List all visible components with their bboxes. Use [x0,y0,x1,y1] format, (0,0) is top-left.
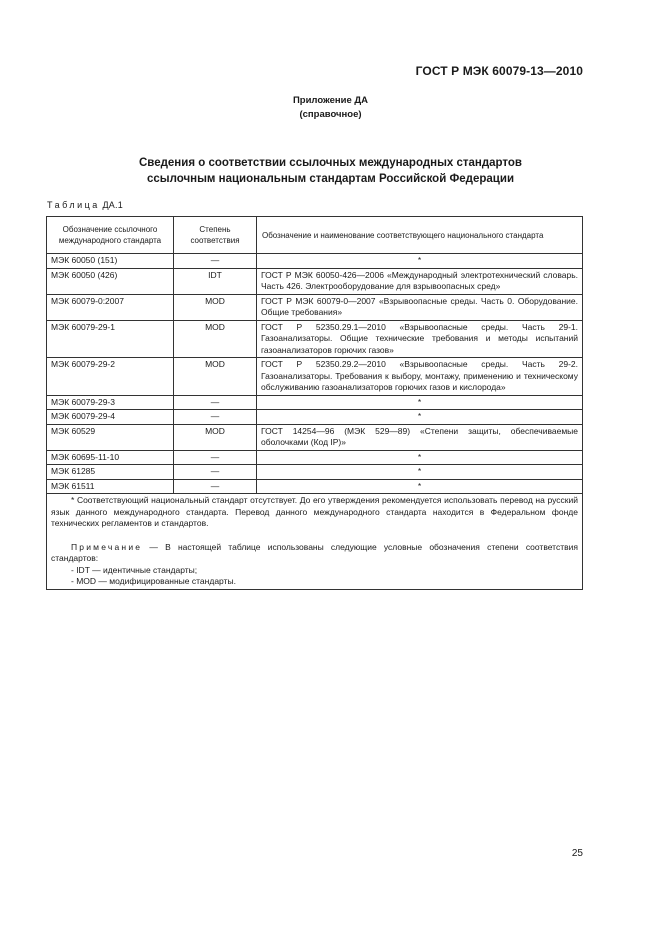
table-row [47,479,583,494]
cell-degree: MOD [174,320,257,358]
note-text: — В настоящей таблице использованы следующие условные обозначения степени соответствия стандартов: [51,541,578,563]
annex-heading [0,94,661,122]
cell-reference: МЭК 61511 [47,479,174,494]
table-row [47,268,583,294]
header-national-standard: Обозначение и наименование соответствующего национального стандарта [257,217,583,254]
note-item-idt: - IDT — идентичные стандарты; [71,564,198,575]
table-row [47,424,583,450]
cell-national: ГОСТ 14254—96 (МЭК 529—89) «Степени защиты, обеспечиваемые оболочками (Код IP)» [257,424,583,450]
table-row [47,358,583,396]
cell-degree: MOD [174,294,257,320]
cell-reference: МЭК 61285 [47,465,174,480]
section-title-line-2: ссылочным национальным стандартам Российской Федерации [146,173,515,185]
cell-degree: — [174,465,257,480]
table-notes [47,494,583,590]
cell-national: * [257,450,583,465]
cell-national: ГОСТ Р 52350.29.2—2010 «Взрывоопасные среды. Часть 29-2. Газоанализаторы. Требования к выбору, монтажу, применению и техническому обслуживанию газоанализаторов горючих газов и кислорода» [257,358,583,396]
table-row [47,450,583,465]
annex-subtitle: (справочное) [299,109,362,120]
cell-reference: МЭК 60079-29-4 [47,410,174,425]
header-degree: Степень соответствия [174,217,257,254]
table-caption-prefix: Таблица [47,200,100,210]
page-number: 25 [571,848,583,859]
cell-reference: МЭК 60529 [47,424,174,450]
footnote: * Соответствующий национальный стандарт отсутствует. До его утверждения рекомендуется использовать перевод на русский язык данного международного стандарта. Перевод данного международного стандарта находится в Федеральном фонде технических регламентов и стандартов. [51,495,578,528]
standards-table [46,216,583,590]
cell-degree: MOD [174,424,257,450]
cell-reference: МЭК 60079-0:2007 [47,294,174,320]
cell-reference: МЭК 60079-29-2 [47,358,174,396]
cell-reference: МЭК 60050 (426) [47,268,174,294]
note-item-mod: - MOD — модифицированные стандарты. [71,576,236,586]
table-row [47,294,583,320]
section-title [0,155,661,187]
table-caption [47,200,123,210]
table-row [47,465,583,480]
cell-degree: IDT [174,268,257,294]
cell-national: ГОСТ Р МЭК 60050-426—2006 «Международный электротехнический словарь. Часть 426. Электрооборудование для взрывоопасных сред» [257,268,583,294]
header-reference-standard: Обозначение ссылочного международного стандарта [47,217,174,254]
cell-degree: — [174,395,257,410]
table-row [47,320,583,358]
table-row [47,395,583,410]
annex-title: Приложение ДА [292,95,369,106]
note [51,542,578,565]
cell-degree: — [174,410,257,425]
table-row [47,254,583,269]
cell-reference: МЭК 60050 (151) [47,254,174,269]
cell-national: * [257,254,583,269]
cell-degree: MOD [174,358,257,396]
cell-national: ГОСТ Р МЭК 60079-0—2007 «Взрывоопасные среды. Часть 0. Оборудование. Общие требования» [257,294,583,320]
cell-national: * [257,479,583,494]
cell-national: * [257,465,583,480]
cell-degree: — [174,450,257,465]
cell-degree: — [174,479,257,494]
cell-reference: МЭК 60079-29-1 [47,320,174,358]
cell-national: * [257,395,583,410]
table-row [47,410,583,425]
cell-reference: МЭК 60079-29-3 [47,395,174,410]
table-caption-number: ДА.1 [99,200,123,210]
table-header-row [47,217,583,254]
note-label: Примечание [71,541,143,552]
cell-national: * [257,410,583,425]
table-notes-row [47,494,583,590]
cell-degree: — [174,254,257,269]
section-title-line-1: Сведения о соответствии ссылочных международных стандартов [138,157,522,169]
document-code: ГОСТ Р МЭК 60079-13—2010 [415,64,583,78]
cell-reference: МЭК 60695-11-10 [47,450,174,465]
cell-national: ГОСТ Р 52350.29.1—2010 «Взрывоопасные среды. Часть 29-1. Газоанализаторы. Общие технические требования и методы испытаний газоанализаторов горючих газов» [257,320,583,358]
